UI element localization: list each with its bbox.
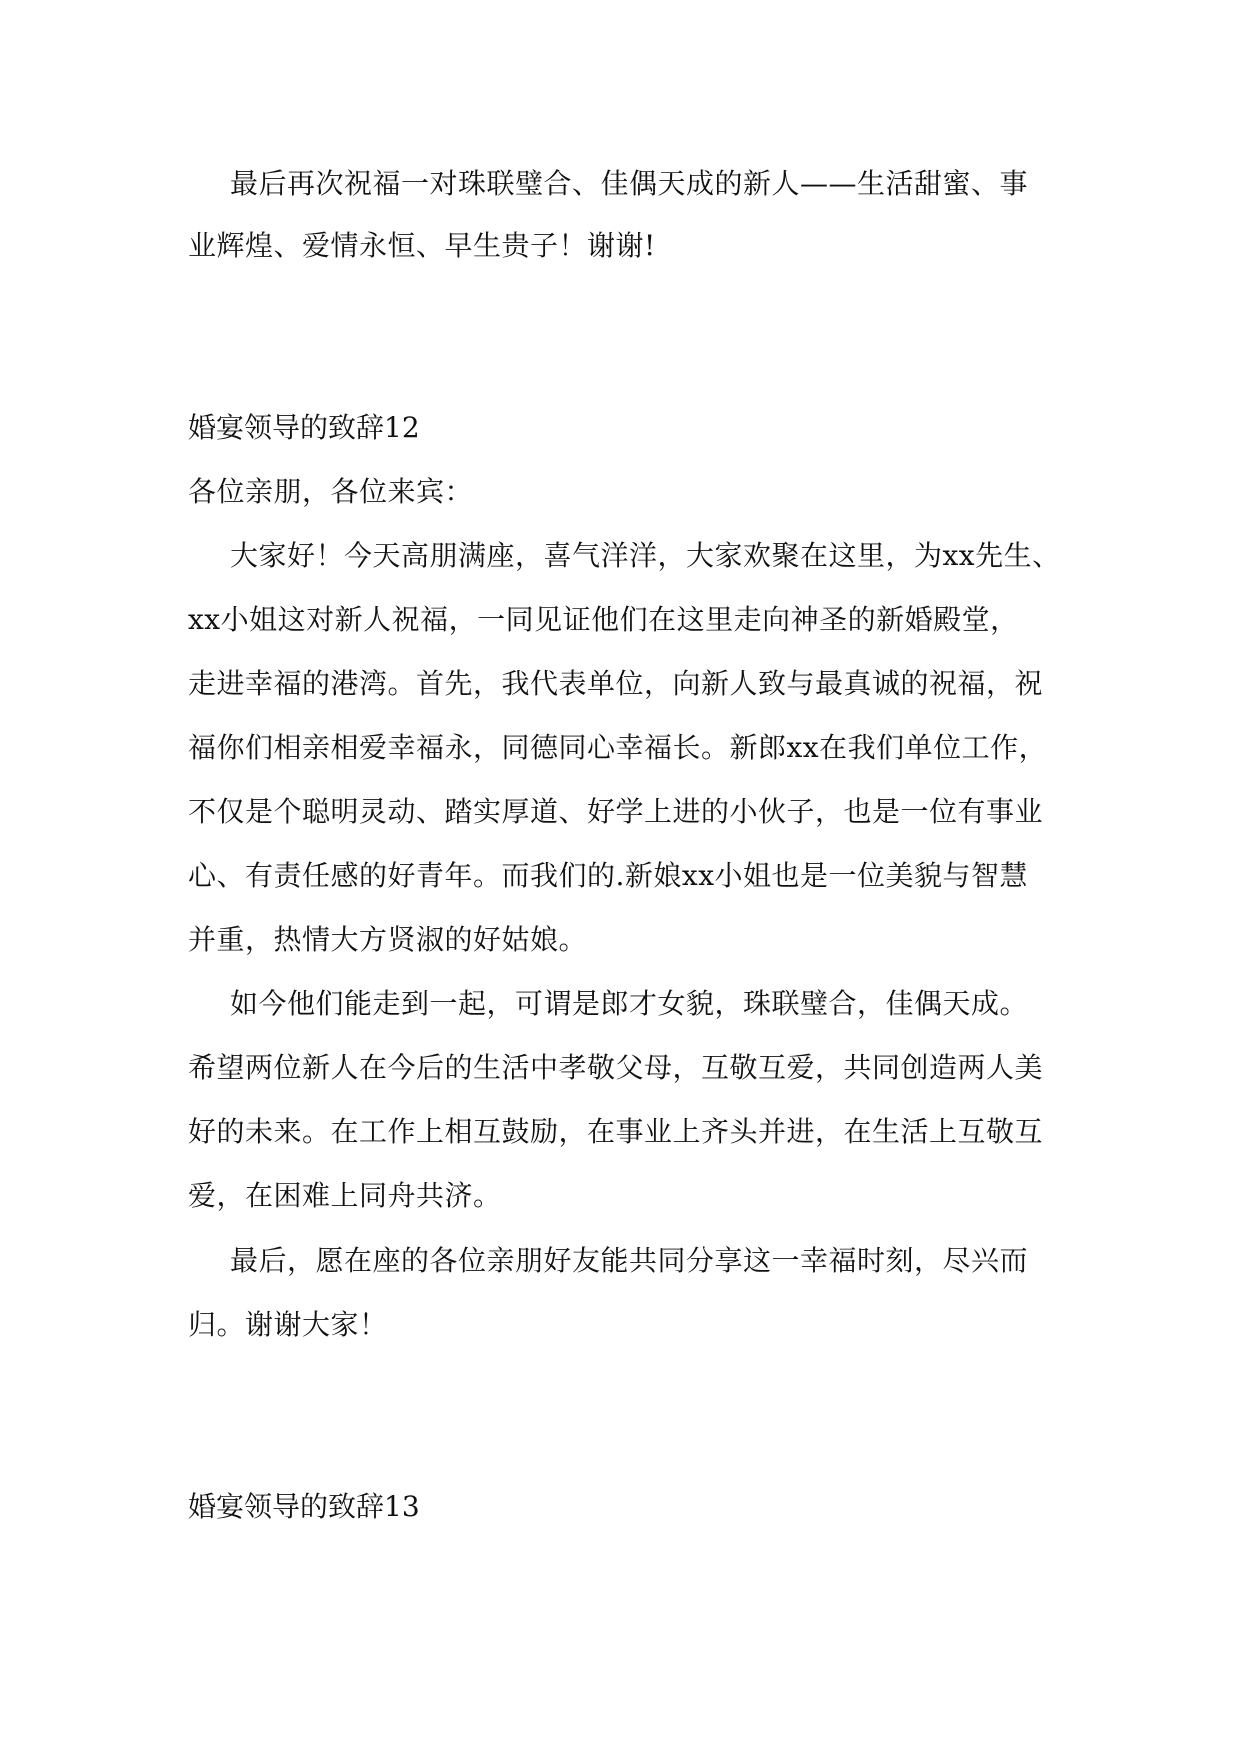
para2-line-3: 好的未来。在工作上相互鼓励，在事业上齐头并进，在生活上互敬互 (188, 1115, 1044, 1148)
para1-line-3: 走进幸福的港湾。首先，我代表单位，向新人致与最真诚的祝福，祝 (188, 667, 1044, 700)
para1-line-7: 并重，热情大方贤淑的好姑娘。 (188, 923, 588, 956)
section-12-title: 婚宴领导的致辞12 (188, 411, 420, 444)
para3-line-1: 最后，愿在座的各位亲朋好友能共同分享这一幸福时刻，尽兴而 (230, 1244, 1029, 1277)
salutation: 各位亲朋，各位来宾： (188, 475, 474, 508)
closing-line-2: 业辉煌、爱情永恒、早生贵子！谢谢! (188, 229, 656, 262)
closing-line-1: 最后再次祝福一对珠联璧合、佳偶天成的新人——生活甜蜜、事 (230, 167, 1029, 200)
para2-line-1: 如今他们能走到一起，可谓是郎才女貌，珠联璧合，佳偶天成。 (230, 987, 1029, 1020)
para1-line-4: 福你们相亲相爱幸福永，同德同心幸福长。新郎xx在我们单位工作， (188, 731, 1048, 764)
para2-line-2: 希望两位新人在今后的生活中孝敬父母，互敬互爱，共同创造两人美 (188, 1051, 1044, 1084)
para1-line-2: xx小姐这对新人祝福，一同见证他们在这里走向神圣的新婚殿堂， (188, 603, 1019, 636)
section-13-title: 婚宴领导的致辞13 (188, 1490, 420, 1523)
para1-line-6: 心、有责任感的好青年。而我们的.新娘xx小姐也是一位美貌与智慧 (188, 859, 1028, 892)
para3-line-2: 归。谢谢大家！ (188, 1308, 388, 1341)
para1-line-5: 不仅是个聪明灵动、踏实厚道、好学上进的小伙子，也是一位有事业 (188, 795, 1044, 828)
para1-line-1: 大家好！今天高朋满座，喜气洋洋，大家欢聚在这里，为xx先生、 (230, 539, 1061, 572)
para2-line-4: 爱，在困难上同舟共济。 (188, 1179, 502, 1212)
